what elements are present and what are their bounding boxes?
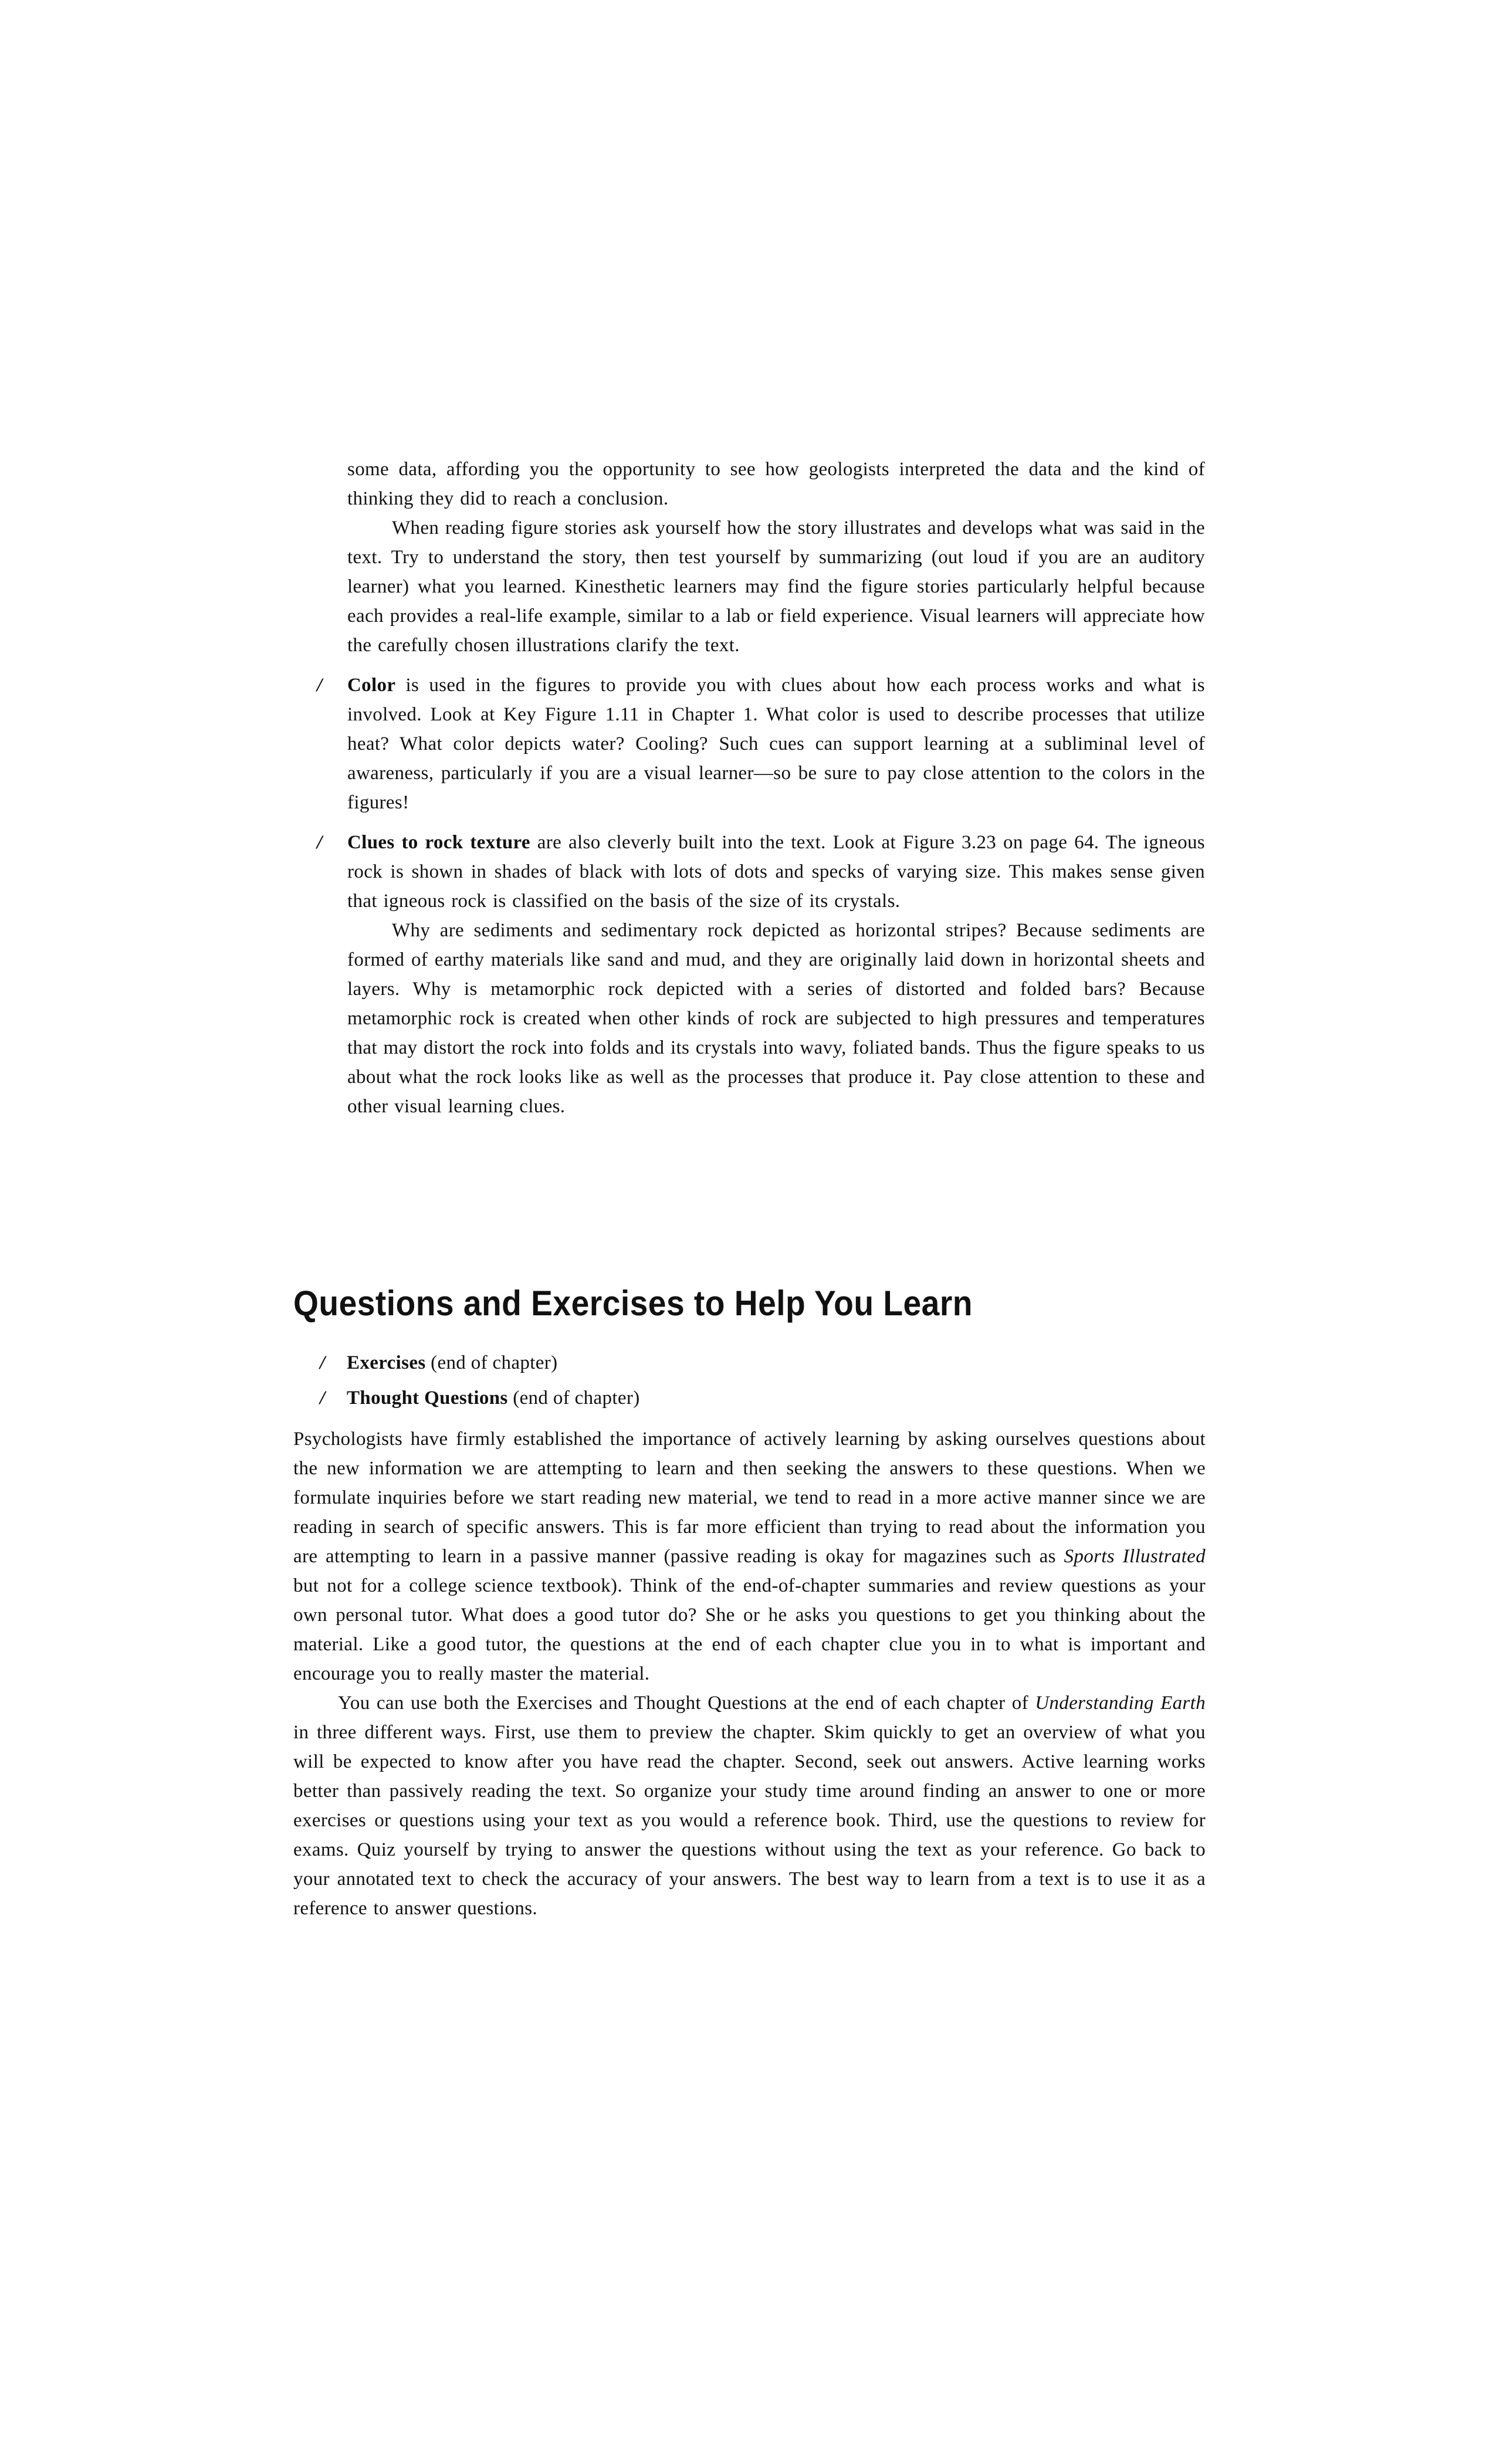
section-heading: Questions and Exercises to Help You Learn [293, 1284, 973, 1323]
slash-bullet-icon: / [317, 832, 323, 853]
rock-texture-bullet-text [347, 828, 1205, 916]
figure-stories-paragraph: When reading figure stories ask yourself how the story illustrates and develops what was said in the text. Try to understand the story, then test yourself by summarizing (out loud if you are an auditory learner) what you learned. Kinesthetic learners may find the figure stories particularly helpful because each provides a real-life example, similar to a lab or field experience. Visual learners will appreciate how the carefully chosen illustrations clarify the text. [347, 517, 1205, 656]
paragraph-text: but not for a college science textbook). Think of the end-of-chapter summaries and review questions as your own personal tutor. What does a good tutor do? She or he asks you questions to get you thinking about the material. Like a good tutor, the questions at the end of each chapter clue you in to what is important and encourage you to really master the material. [293, 1575, 1206, 1684]
paragraph-text: You can use both the Exercises and Thought Questions at the end of each chapter of [338, 1693, 1035, 1714]
psychologists-paragraph [293, 1424, 1206, 1688]
color-term: Color [347, 675, 396, 696]
list-item-note: (end of chapter) [425, 1352, 558, 1373]
rock-depiction-paragraph: Why are sediments and sedimentary rock depicted as horizontal stripes? Because sediments are formed of earthy materials like sand and mud, and they are originally laid down in horizontal sheets and layers. Why is metamorphic rock depicted with a series of distorted and folded bars? Because metamorphic rock is created when other kinds of rock are subjected to high pressures and temperatures that may distort the rock into folds and its crystals into wavy, foliated bands. Thus the figure speaks to us about what the rock looks like as well as the processes that produce it. Pay close attention to these and other visual learning clues. [347, 920, 1205, 1117]
book-title: Understanding Earth [1035, 1693, 1206, 1714]
list-item [320, 1348, 1141, 1383]
slash-bullet-icon: / [320, 1352, 326, 1373]
color-bullet [317, 671, 1205, 817]
color-description: is used in the figures to provide you with clues about how each process works and what is involved. Look at Key Figure 1.11 in Chapter 1. What color is used to describe processes that utilize heat? What color depicts water? Cooling? Such cues can support learning at a subliminal level of awareness, particularly if you are a visual learner—so be sure to pay close attention to the colors in the figures! [347, 675, 1205, 813]
magazine-title: Sports Illustrated [1064, 1546, 1206, 1567]
slash-bullet-icon: / [320, 1387, 326, 1409]
color-bullet-text [347, 671, 1205, 817]
rock-texture-description: are also cleverly built into the text. Look at Figure 3.23 on page 64. The igneous rock is shown in shades of black with lots of dots and specks of varying size. This makes sense given that igneous rock is classified on the basis of the size of its crystals. [347, 832, 1205, 912]
list-item-note: (end of chapter) [507, 1387, 640, 1409]
list-item-term: Exercises [347, 1352, 426, 1373]
list-item-term: Thought Questions [347, 1387, 508, 1409]
top-text-block [317, 455, 1205, 1121]
intro-paragraph: some data, affording you the opportunity to see how geologists interpreted the data and the kind of thinking they did to reach a conclusion. [347, 459, 1205, 509]
exercise-list [320, 1348, 1141, 1419]
main-text-block [293, 1424, 1206, 1923]
slash-bullet-icon: / [317, 675, 323, 696]
usage-paragraph [293, 1688, 1206, 1923]
paragraph-text: in three different ways. First, use them to preview the chapter. Skim quickly to get an overview of what you will be expected to know after you have read the chapter. Second, seek out answers. Active learning works better than passively reading the text. So organize your study time around finding an answer to one or more exercises or questions using your text as you would a reference book. Third, use the questions to review for exams. Quiz yourself by trying to answer the questions without using the text as your reference. Go back to your annotated text to check the accuracy of your answers. The best way to learn from a text is to use it as a reference to answer questions. [293, 1722, 1206, 1919]
rock-texture-term: Clues to rock texture [347, 832, 530, 853]
paragraph-text: Psychologists have firmly established the importance of actively learning by asking ourselves questions about the new information we are attempting to learn and then seeking the answers to these questions. When we formulate inquiries before we start reading new material, we tend to read in a more active manner since we are reading in search of specific answers. This is far more efficient than trying to read about the information you are attempting to learn in a passive manner (passive reading is okay for magazines such as [293, 1429, 1206, 1567]
rock-texture-bullet [317, 828, 1205, 1121]
list-item [320, 1383, 1141, 1419]
